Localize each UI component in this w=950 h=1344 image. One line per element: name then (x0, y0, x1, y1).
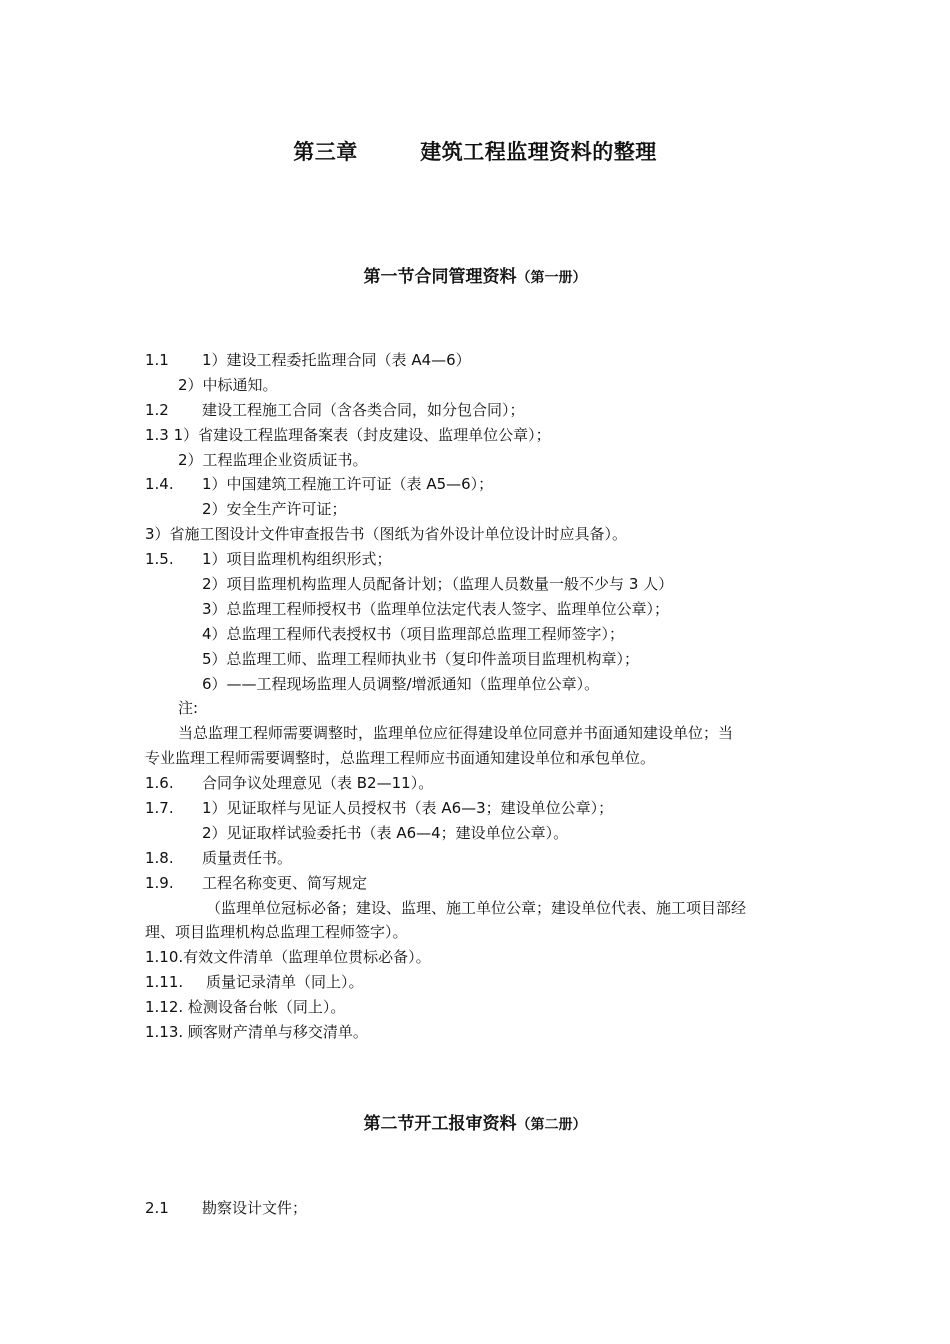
item-text: 3）省施工图设计文件审查报告书（图纸为省外设计单位设计时应具备）。 (145, 525, 628, 544)
item-number: 1.8. (145, 848, 174, 867)
item-text: 1.13. 顾客财产清单与移交清单。 (145, 1023, 368, 1042)
list-item (0, 597, 950, 622)
item-number: 1.7. (145, 799, 174, 818)
item-text: 1）见证取样与见证人员授权书（表 A6—3；建设单位公章）； (202, 799, 614, 818)
item-number: 1.6. (145, 774, 174, 793)
list-item (0, 846, 950, 871)
item-text: 2）安全生产许可证； (202, 500, 347, 519)
item-text: 2）见证取样试验委托书（表 A6—4；建设单位公章）。 (202, 823, 569, 842)
item-text: 1）建设工程委托监理合同（表 A4—6） (202, 351, 471, 369)
item-number: 2.1 (145, 1199, 169, 1217)
item-text: 1）中国建筑工程施工许可证（表 A5—6）； (202, 475, 494, 494)
list-item (0, 1020, 950, 1045)
list-item (0, 771, 950, 796)
list-item (0, 572, 950, 597)
list-item (0, 547, 950, 572)
list-item (0, 721, 950, 746)
item-number: 1.9. (145, 873, 174, 892)
item-text: 2）工程监理企业资质证书。 (178, 450, 368, 469)
list-item (0, 522, 950, 547)
list-item (0, 1196, 950, 1221)
item-text: 合同争议处理意见（表 B2—11）。 (202, 774, 434, 793)
item-number: 1.1 (145, 351, 169, 369)
item-text: 1.12. 检测设备台帐（同上）。 (145, 998, 346, 1017)
item-text: 2）项目监理机构监理人员配备计划；（监理人员数量一般不少与 3 人） (202, 575, 674, 594)
item-text: 当总监理工程师需要调整时，监理单位应征得建设单位同意并书面通知建设单位；当 (178, 724, 734, 743)
list-item (0, 995, 950, 1020)
item-text: 理、项目监理机构总监理工程师签字）。 (145, 923, 408, 942)
list-item (0, 448, 950, 473)
list-item (0, 373, 950, 398)
item-text: 质量记录清单（同上）。 (206, 973, 364, 992)
section-2-volume: （第二册） (516, 1117, 587, 1133)
item-text: （监理单位冠标必备；建设、监理、施工单位公章；建设单位代表、施工项目部经 (206, 898, 747, 917)
section-1-heading: 第一节合同管理资料 (363, 267, 517, 287)
item-text: 专业监理工程师需要调整时，总监理工程师应书面通知建设单位和承包单位。 (145, 749, 656, 768)
list-item (0, 472, 950, 497)
list-item (0, 696, 950, 721)
item-text: 建设工程施工合同（含各类合同，如分包合同）； (202, 400, 525, 419)
list-item (0, 423, 950, 448)
list-item (0, 896, 950, 921)
item-number: 1.4. (145, 475, 174, 494)
item-text: 质量责任书。 (202, 848, 293, 867)
list-item (0, 398, 950, 423)
item-text: 1.10.有效文件清单（监理单位贯标必备）。 (145, 948, 431, 967)
item-number: 1.2 (145, 400, 169, 419)
section-1-volume: （第一册） (516, 270, 587, 286)
section-1-list (0, 348, 950, 1045)
item-text: 工程名称变更、简写规定 (202, 873, 368, 892)
item-number: 1.11. (145, 973, 184, 992)
chapter-title: 第三章 建筑工程监理资料的整理 (293, 140, 657, 164)
list-item (0, 945, 950, 970)
list-item (0, 796, 950, 821)
item-text: 2）中标通知。 (178, 375, 278, 394)
list-item (0, 497, 950, 522)
section-2-title (0, 1109, 950, 1134)
section-2-list (0, 1196, 950, 1221)
item-text: 勘察设计文件； (202, 1199, 308, 1217)
list-item (0, 647, 950, 672)
section-2-heading: 第二节开工报审资料 (363, 1114, 517, 1134)
list-item (0, 970, 950, 995)
item-text: 6）——工程现场监理人员调整/增派通知（监理单位公章）。 (202, 674, 600, 693)
item-text: 5）总监理工师、监理工程师执业书（复印件盖项目监理机构章）； (202, 649, 640, 668)
list-item (0, 821, 950, 846)
item-number: 1.5. (145, 550, 174, 569)
item-text: 4）总监理工程师代表授权书（项目监理部总监理工程师签字）； (202, 624, 625, 643)
list-item (0, 622, 950, 647)
item-text: 注: (178, 699, 199, 718)
list-item (0, 348, 950, 373)
list-item (0, 871, 950, 896)
section-1-title (0, 262, 950, 287)
list-item (0, 920, 950, 945)
list-item (0, 672, 950, 697)
item-text: 1）项目监理机构组织形式； (202, 550, 392, 569)
item-text: 1.3 1）省建设工程监理备案表（封皮建设、监理单位公章）； (145, 425, 551, 444)
list-item (0, 746, 950, 771)
item-text: 3）总监理工程师授权书（监理单位法定代表人签字、监理单位公章）； (202, 599, 670, 618)
